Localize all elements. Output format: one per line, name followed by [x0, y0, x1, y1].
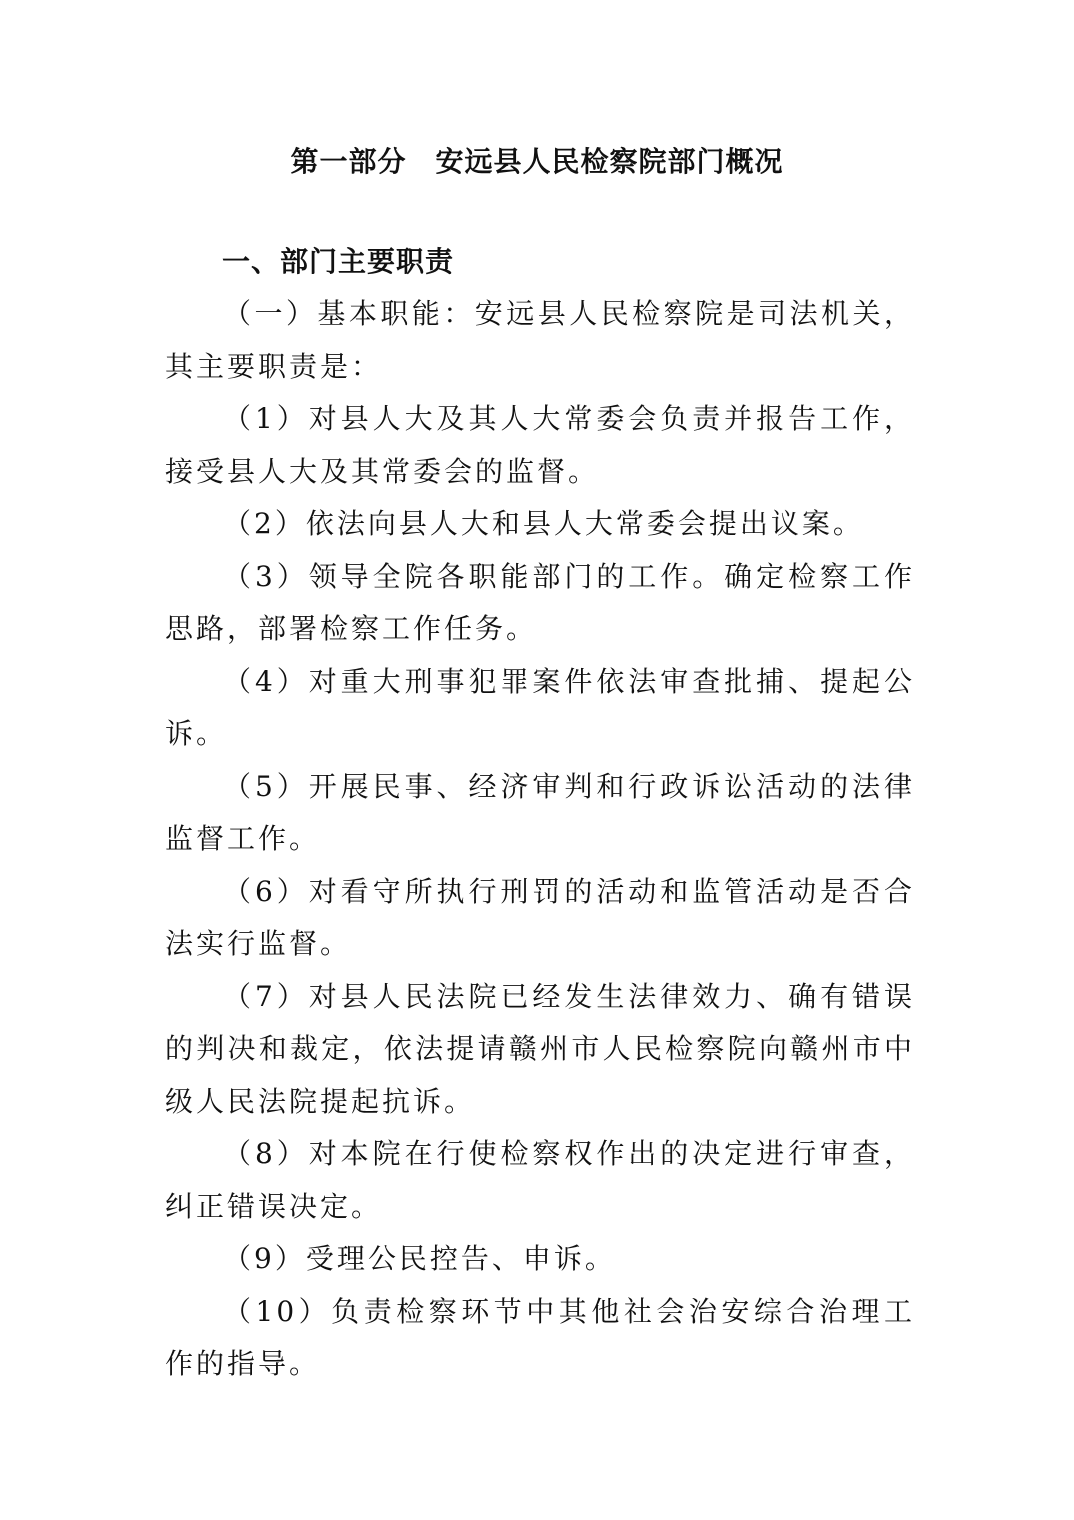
paragraph-basic-function: （一）基本职能：安远县人民检察院是司法机关，其主要职责是： [165, 297, 915, 383]
paragraph-duty-5: （5）开展民事、经济审判和行政诉讼活动的法律监督工作。 [165, 769, 915, 855]
paragraph-duty-3: （3）领导全院各职能部门的工作。确定检察工作思路，部署检察工作任务。 [165, 559, 915, 645]
document-body [165, 288, 915, 1391]
paragraph-duty-4: （4）对重大刑事犯罪案件依法审查批捕、提起公诉。 [165, 664, 915, 750]
paragraph-duty-8: （8）对本院在行使检察权作出的决定进行审查，纠正错误决定。 [165, 1137, 915, 1223]
paragraph-duty-1: （1）对县人大及其人大常委会负责并报告工作，接受县人大及其常委会的监督。 [165, 402, 915, 488]
paragraph-duty-10: （10）负责检察环节中其他社会治安综合治理工作的指导。 [165, 1294, 915, 1380]
paragraph-duty-2: （2）依法向县人大和县人大常委会提出议案。 [223, 507, 864, 540]
paragraph-duty-9: （9）受理公民控告、申诉。 [223, 1242, 616, 1275]
section-heading: 一、部门主要职责 [222, 245, 455, 278]
paragraph-duty-6: （6）对看守所执行刑罚的活动和监管活动是否合法实行监督。 [165, 874, 915, 960]
page-title: 第一部分 安远县人民检察院部门概况 [290, 145, 784, 178]
paragraph-duty-7: （7）对县人民法院已经发生法律效力、确有错误的判决和裁定，依法提请赣州市人民检察院向赣州市中级人民法院提起抗诉。 [165, 979, 915, 1118]
